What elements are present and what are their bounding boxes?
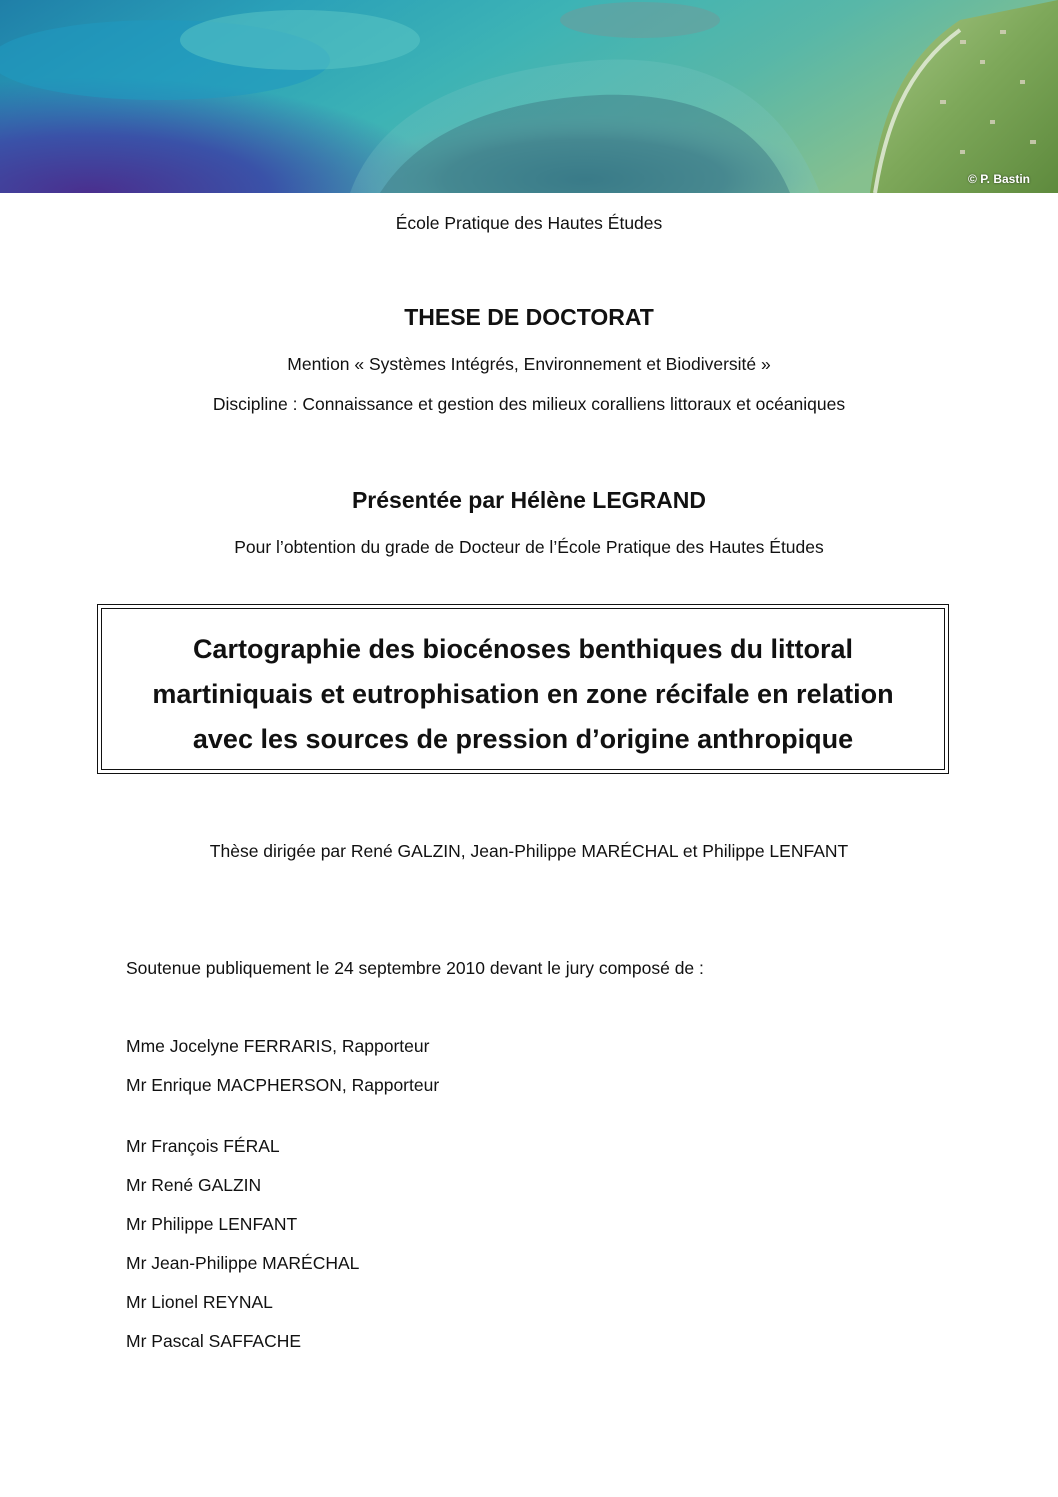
banner-photo (0, 0, 1058, 193)
title-line-2: martiniquais et eutrophisation en zone récifale en relation (152, 679, 894, 709)
mention: Mention « Systèmes Intégrés, Environnement et Biodiversité » (287, 354, 771, 374)
title-box (97, 604, 949, 774)
rapporteur-2: Mr Enrique MACPHERSON, Rapporteur (126, 1075, 440, 1095)
jury-member-2: Mr René GALZIN (126, 1175, 262, 1195)
photo-credit: © P. Bastin (968, 172, 1030, 186)
jury-member-6: Mr Pascal SAFFACHE (126, 1331, 302, 1351)
rapporteur-1: Mme Jocelyne FERRARIS, Rapporteur (126, 1036, 430, 1056)
aerial-coral-reef-photo (0, 0, 1058, 193)
thesis-heading: THESE DE DOCTORAT (404, 304, 654, 330)
thesis-title (98, 627, 948, 762)
jury-member-4: Mr Jean-Philippe MARÉCHAL (126, 1253, 360, 1273)
thesis-directors: Thèse dirigée par René GALZIN, Jean-Philippe MARÉCHAL et Philippe LENFANT (209, 841, 849, 861)
jury-member-1: Mr François FÉRAL (126, 1136, 280, 1156)
presented-by: Présentée par Hélène LEGRAND (351, 487, 707, 513)
jury-member-3: Mr Philippe LENFANT (126, 1214, 298, 1234)
school-name: École Pratique des Hautes Études (395, 213, 663, 233)
title-line-1: Cartographie des biocénoses benthiques du littoral (192, 634, 854, 664)
discipline: Discipline : Connaissance et gestion des milieux coralliens littoraux et océaniques (212, 394, 846, 414)
defense-statement: Soutenue publiquement le 24 septembre 2010 devant le jury composé de : (126, 958, 704, 978)
degree-statement: Pour l’obtention du grade de Docteur de l’École Pratique des Hautes Études (234, 537, 824, 557)
jury-member-5: Mr Lionel REYNAL (126, 1292, 273, 1312)
title-line-3: avec les sources de pression d’origine anthropique (192, 724, 854, 754)
